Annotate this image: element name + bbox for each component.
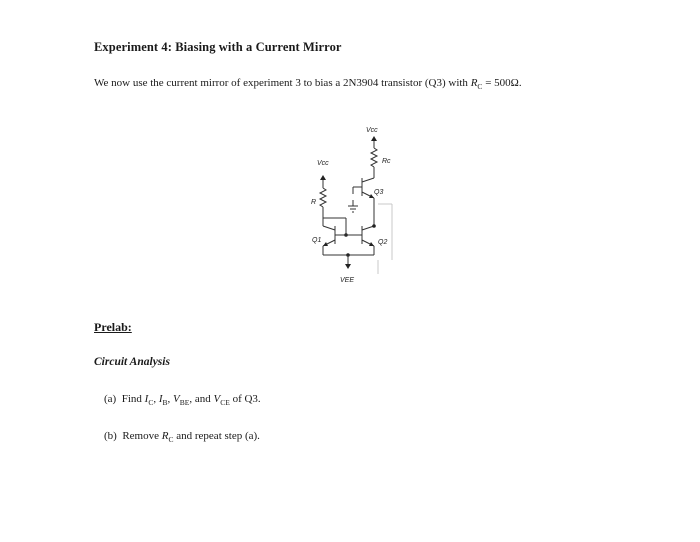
question-b-text-after: and repeat step (a). [173, 430, 260, 442]
intro-text-before: We now use the current mirror of experiment 3 to bias a 2N3904 transistor (Q3) with [94, 77, 471, 89]
vcc-top-label: Vcc [366, 127, 378, 134]
junction-dot [372, 224, 376, 228]
rc-symbol: R [161, 430, 169, 442]
ic-symbol: I [144, 393, 149, 405]
vcc-top-arrow [371, 136, 377, 141]
intro-paragraph [94, 77, 522, 91]
circuit-analysis-heading: Circuit Analysis [94, 356, 170, 368]
r-resistor [320, 188, 326, 207]
vee-label: VEE [340, 277, 355, 284]
rc-symbol: R [470, 77, 478, 89]
q1-label: Q1 [312, 237, 322, 244]
question-b [104, 430, 260, 444]
vce-symbol: V [213, 393, 221, 405]
current-mirror-circuit-diagram [300, 118, 410, 288]
vcc-left-label: Vcc [317, 160, 329, 167]
q2-collector [362, 226, 374, 230]
q3-collector [362, 178, 374, 182]
intro-text-after: = 500Ω. [482, 77, 522, 89]
rc-subscript: C [168, 435, 174, 445]
ib-symbol: I [158, 393, 163, 405]
vee-arrow [345, 264, 351, 269]
rc-label: Rc [382, 158, 391, 165]
question-a: (a) Find $I_C$, $I_B$, $V_{BE}$, and $V_{CE}$ of Q3. [104, 393, 261, 408]
r-label: R [311, 199, 317, 206]
prelab-heading: Prelab: [94, 320, 132, 334]
q2-label: Q2 [378, 239, 388, 246]
q3-label: Q3 [374, 189, 384, 196]
q1-collector [323, 226, 335, 230]
vcc-left-arrow [320, 175, 326, 180]
question-b-marker: (b) [104, 430, 117, 442]
question-a-marker: (a) [104, 393, 117, 405]
document-title: Experiment 4: Biasing with a Current Mirror [94, 40, 342, 54]
vbe-subscript: BE [179, 398, 190, 408]
question-a-text-after: of Q3. [229, 393, 261, 405]
rc-subscript: C [477, 82, 483, 92]
vce-subscript: CE [220, 398, 230, 408]
question-b-text-before: Remove [122, 430, 162, 442]
question-a-text-before: Find [121, 393, 145, 405]
rc-resistor [371, 148, 377, 167]
vbe-symbol: V [173, 393, 180, 405]
ic-subscript: C [148, 398, 154, 408]
ib-subscript: B [162, 398, 168, 408]
